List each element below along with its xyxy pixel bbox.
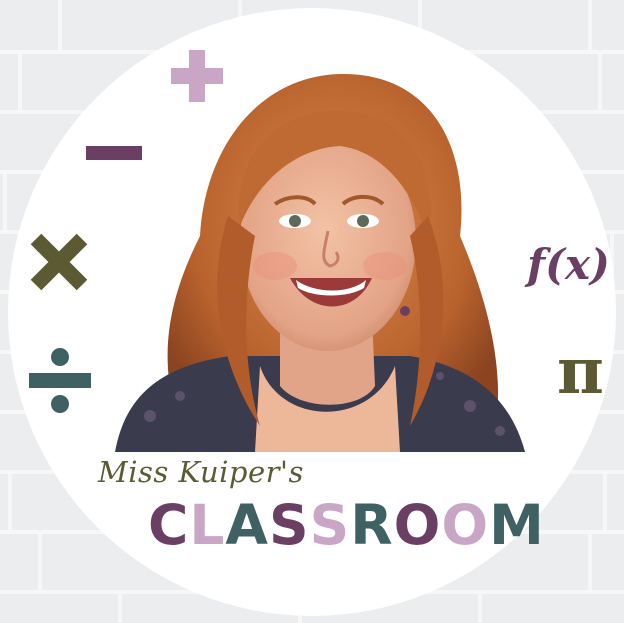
teacher-portrait-photo: [110, 66, 530, 452]
wordmark-letter: M: [489, 493, 545, 557]
wordmark-letter: O: [441, 493, 490, 557]
pi-symbol: π: [557, 334, 604, 409]
wordmark-letter: L: [189, 493, 226, 557]
classroom-wordmark: [148, 492, 545, 558]
wordmark-letter: S: [309, 493, 351, 557]
multiply-icon: [28, 231, 90, 293]
wordmark-letter: C: [148, 493, 190, 557]
wordmark-letter: R: [350, 493, 394, 557]
function-fx-label: f(x): [527, 240, 610, 289]
divide-icon: [27, 347, 93, 415]
wordmark-letter: S: [269, 493, 310, 557]
teacher-name-script: Miss Kuiper's: [98, 455, 304, 489]
wordmark-letter: O: [393, 493, 442, 557]
wordmark-letter: A: [225, 493, 269, 557]
